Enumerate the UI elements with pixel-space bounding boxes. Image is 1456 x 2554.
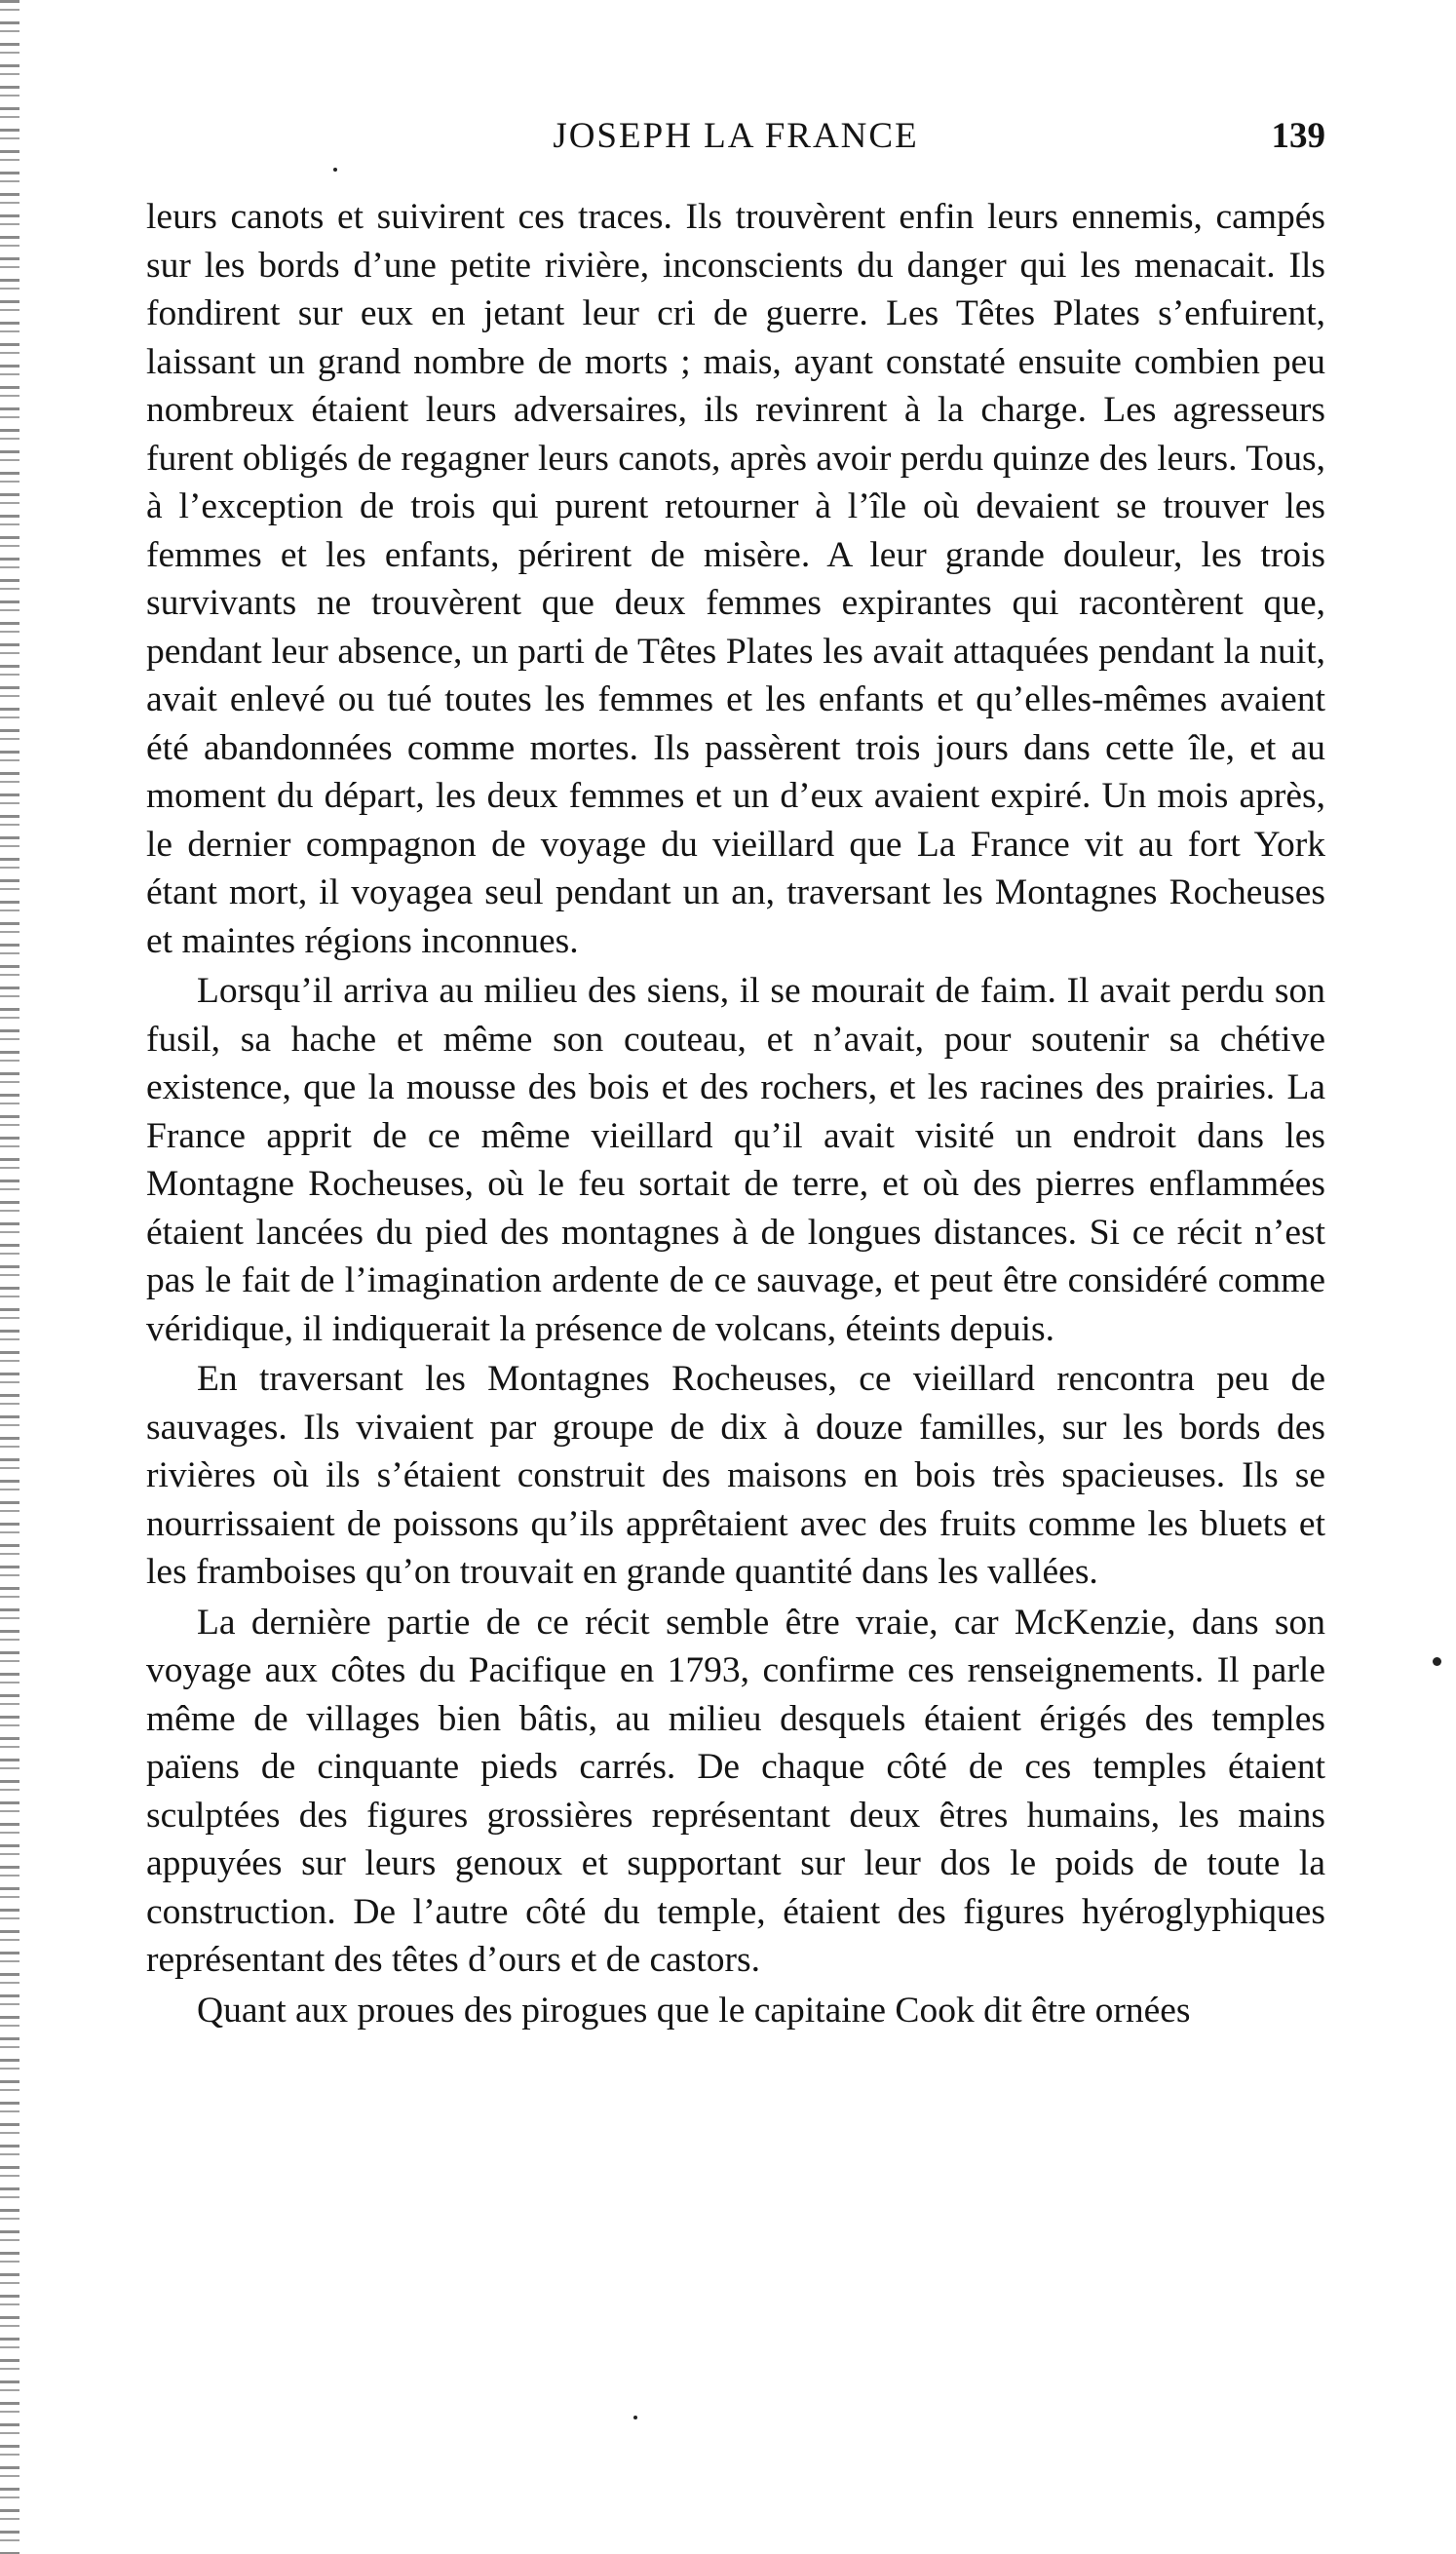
ink-speck bbox=[333, 168, 337, 172]
body-text bbox=[146, 193, 1325, 2036]
paragraph: leurs canots et suivirent ces traces. Ils trouvèrent enfin leurs ennemis, campés sur les bords d’une petite rivière, inconscients du danger qui les menacait. Ils fondirent sur eux en jetant leur cri de guerre. Les Têtes Plates s’enfuirent, laissant un grand nombre de morts ; mais, ayant constaté ensuite combien peu nombreux étaient leurs adversaires, ils revinrent à la charge. Les agresseurs furent obligés de regagner leurs canots, après avoir perdu quinze des leurs. Tous, à l’exception de trois qui purent retourner à l’île où devaient se trouver les femmes et les enfants, périrent de misère. A leur grande douleur, les trois survivants ne trouvèrent que deux femmes expirantes qui racontèrent que, pendant leur absence, un parti de Têtes Plates les avait attaquées pendant la nuit, avait enlevé ou tué toutes les femmes et les enfants et qu’elles-mêmes avaient été abandonnées comme mortes. Ils passèrent trois jours dans cette île, et au moment du départ, les deux femmes et un d’eux avaient expiré. Un mois après, le dernier compagnon de voyage du vieillard que La France vit au fort York étant mort, il voyagea seul pendant un an, traversant les Montagnes Rocheuses et maintes régions inconnues. bbox=[146, 197, 1325, 961]
paragraph: En traversant les Montagnes Rocheuses, ce vieillard rencontra peu de sauvages. Ils vivaient par groupe de dix à douze familles, sur les bords des rivières où ils s’étaient construit des maisons en bois très spacieuses. Ils se nourrissaient de poissons qu’ils apprêtaient avec des fruits comme les bluets et les framboises qu’on trouvait en grande quantité dans les vallées. bbox=[146, 1359, 1325, 1592]
page-header bbox=[146, 115, 1325, 164]
paragraph: Lorsqu’il arriva au milieu des siens, il se mourait de faim. Il avait perdu son fusil, sa hache et même son couteau, et n’avait, pour soutenir sa chétive existence, que la mousse des bois et des rochers, et les racines des prairies. La France apprit de ce même vieillard qu’il avait visité un endroit dans les Montagne Rocheuses, où le feu sortait de terre, et où des pierres enflammées étaient lancées du pied des montagnes à de longues distances. Si ce récit n’est pas le fait de l’imagination ardente de ce sauvage, et peut être considéré comme véridique, il indiquerait la présence de volcans, éteints depuis. bbox=[146, 971, 1325, 1349]
paragraph: Quant aux proues des pirogues que le capitaine Cook dit être ornées bbox=[197, 1990, 1191, 2031]
ink-speck bbox=[1433, 1657, 1441, 1666]
paragraph: La dernière partie de ce récit semble être vraie, car McKenzie, dans son voyage aux côtes du Pacifique en 1793, confirme ces renseignements. Il parle même de villages bien bâtis, au milieu desquels étaient érigés des temples païens de cinquante pieds carrés. De chaque côté de ces temples étaient sculptées des figures grossières représentant deux êtres humains, les mains appuyées sur leurs genoux et supportant sur leur dos le poids de toute la construction. De l’autre côté du temple, étaient des figures hyéroglyphiques représentant des têtes d’ours et de castors. bbox=[146, 1602, 1325, 1980]
ink-speck bbox=[633, 2416, 637, 2419]
page-number: 139 bbox=[1271, 116, 1325, 156]
running-title: JOSEPH LA FRANCE bbox=[553, 116, 919, 156]
page-edge-shadow bbox=[0, 0, 19, 2554]
